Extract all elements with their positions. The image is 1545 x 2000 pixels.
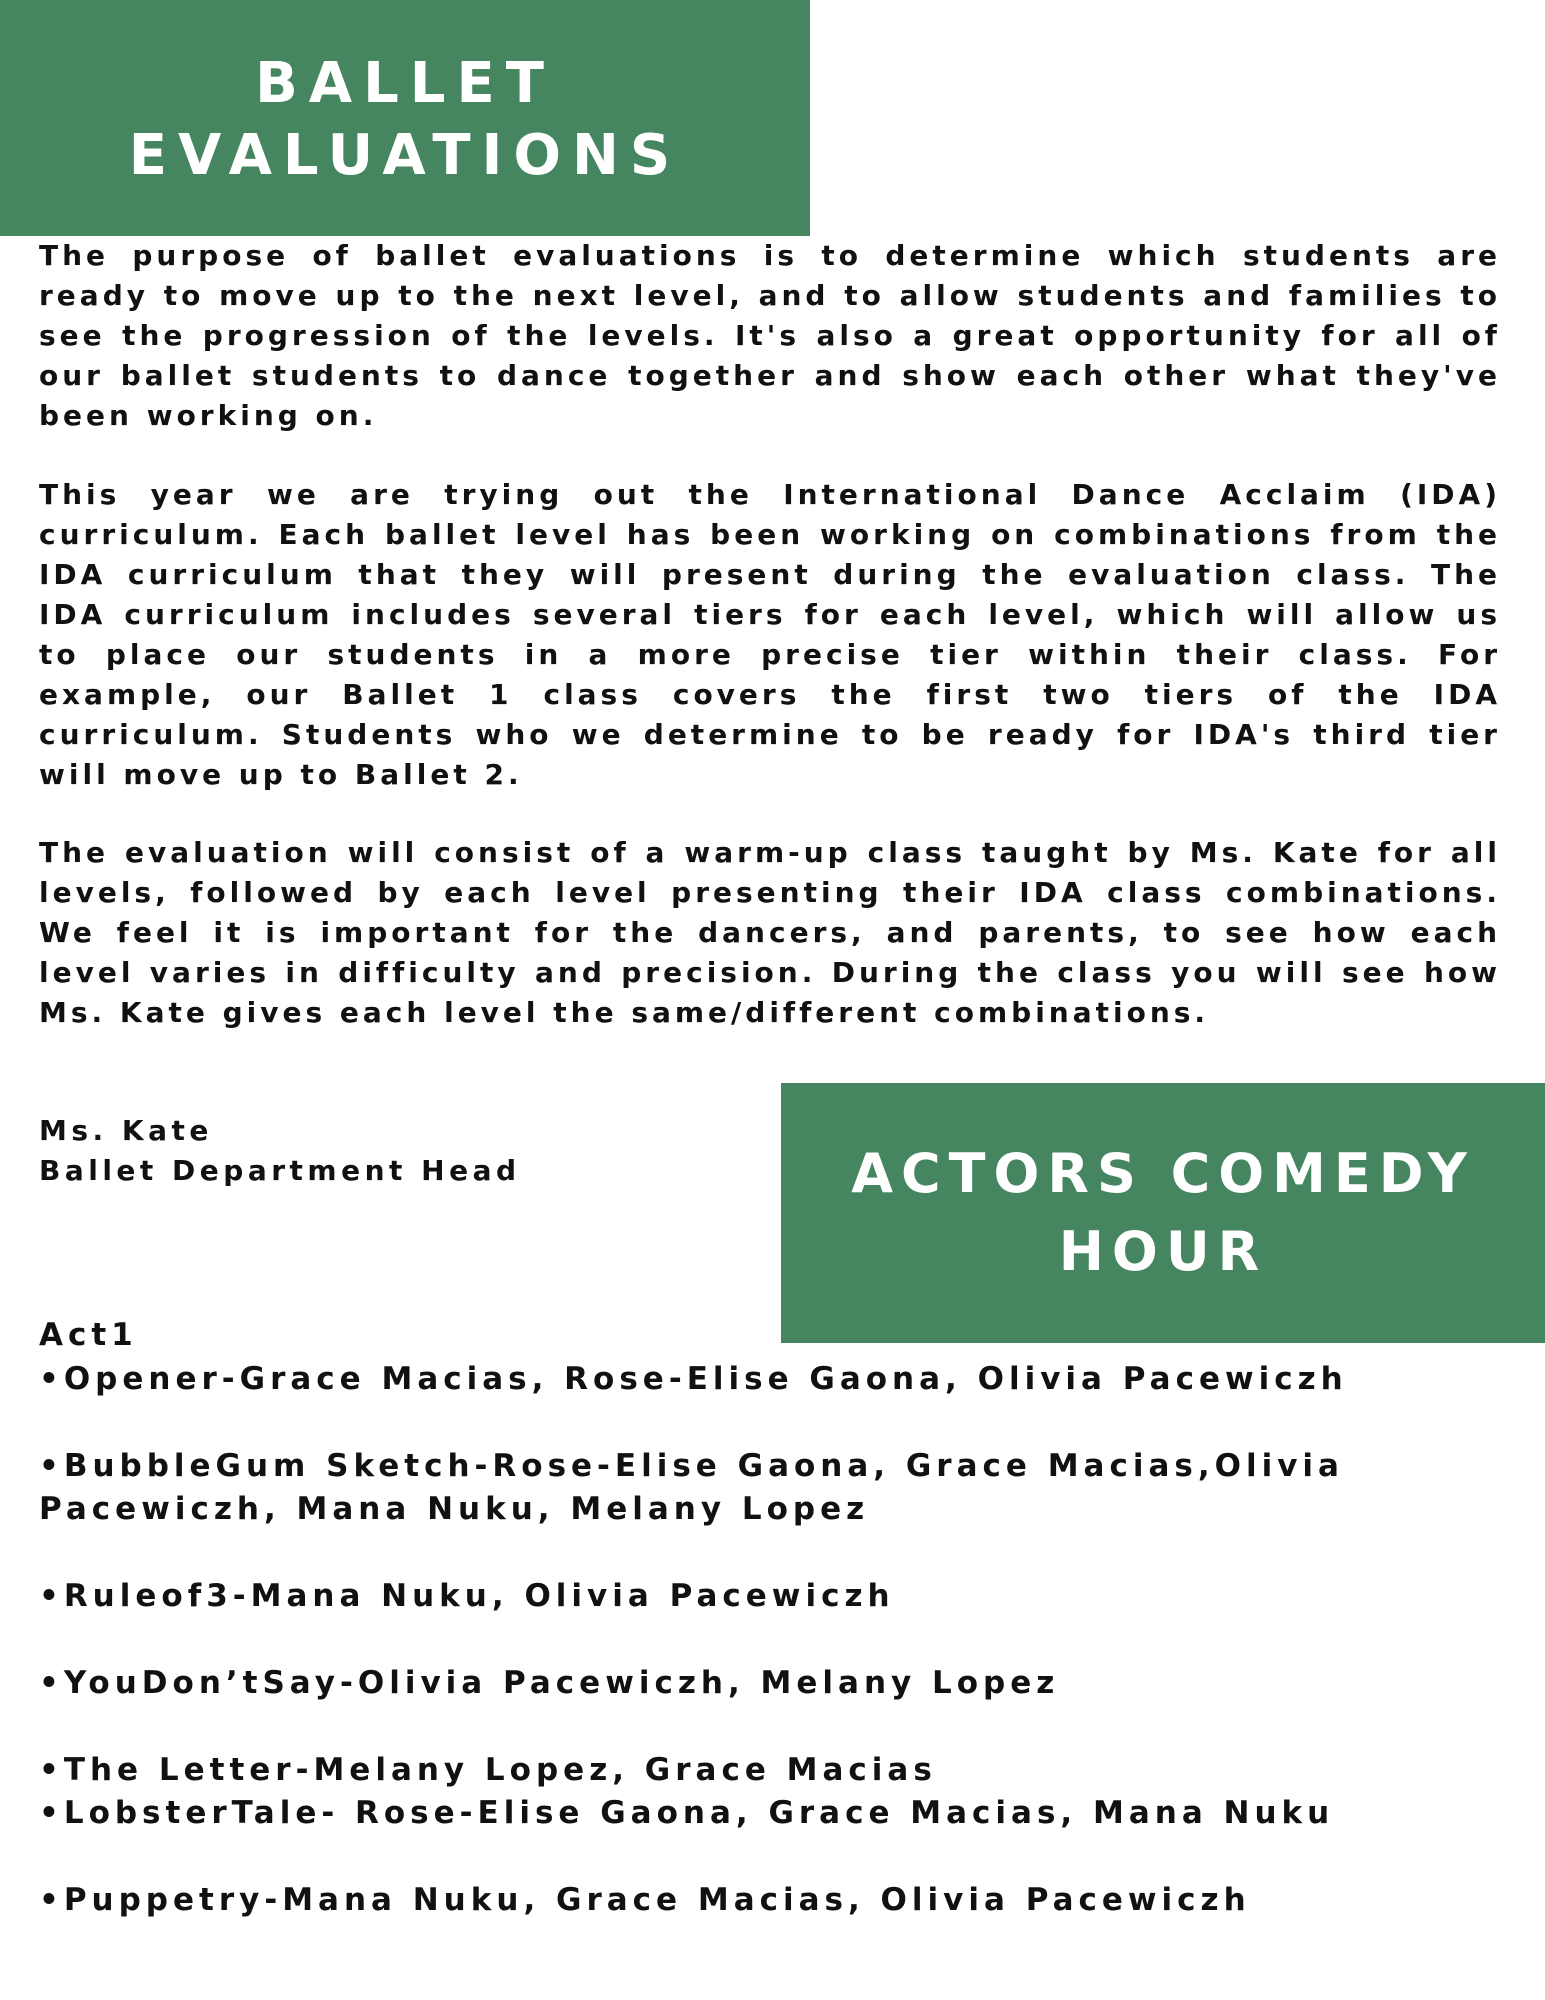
- ballet-evaluations-banner: [0, 0, 810, 236]
- actors-comedy-hour-banner: [781, 1083, 1545, 1343]
- ballet-paragraph-evaluation: The evaluation will consist of a warm-up class taught by Ms. Kate for all levels, followed by each level presenting their IDA class combinations. We feel it is important for the dancers, and parents, to see how each level varies in difficulty and precision. During the class you will see how Ms. Kate gives each level the same/different combinations.: [39, 836, 1501, 1029]
- signature-title: Ballet Department Head: [39, 1154, 521, 1187]
- ballet-paragraph-purpose: The purpose of ballet evaluations is to determine which students are ready to move up to the next level, and to allow students and families to see the progression of the levels. It's also a great opportunity for all of our ballet students to dance together and show each other what they've been working on.: [39, 239, 1501, 432]
- list-item: •The Letter-Melany Lopez, Grace Macias: [39, 1752, 937, 1788]
- list-item: •Ruleof3-Mana Nuku, Olivia Pacewiczh: [39, 1578, 895, 1614]
- comedy-title-line1: ACTORS COMEDY: [851, 1142, 1475, 1205]
- ballet-title-line2: EVALUATIONS: [128, 123, 682, 188]
- list-item: •BubbleGum Sketch-Rose-Elise Gaona, Grace Macias,Olivia Pacewiczh, Mana Nuku, Melany Lopez: [39, 1448, 1344, 1527]
- ballet-title-line1: BALLET: [255, 51, 555, 116]
- signature-name: Ms. Kate: [39, 1114, 213, 1147]
- list-item: •LobsterTale- Rose-Elise Gaona, Grace Macias, Mana Nuku: [39, 1795, 1335, 1831]
- comedy-title-line2: HOUR: [1058, 1220, 1268, 1283]
- list-item: •Opener-Grace Macias, Rose-Elise Gaona, Olivia Pacewiczh: [39, 1361, 1348, 1397]
- ballet-paragraph-curriculum: This year we are trying out the International Dance Acclaim (IDA) curriculum. Each ballet level has been working on combinations from the IDA curriculum that they will present during the evaluation class. The IDA curriculum includes several tiers for each level, which will allow us to place our students in a more precise tier within their class. For example, our Ballet 1 class covers the first two tiers of the IDA curriculum. Students who we determine to be ready for IDA's third tier will move up to Ballet 2.: [39, 478, 1501, 791]
- list-item: •YouDon’tSay-Olivia Pacewiczh, Melany Lopez: [39, 1665, 1060, 1701]
- act-heading: Act1: [39, 1317, 138, 1353]
- list-item: •Puppetry-Mana Nuku, Grace Macias, Olivia Pacewiczh: [39, 1882, 1251, 1918]
